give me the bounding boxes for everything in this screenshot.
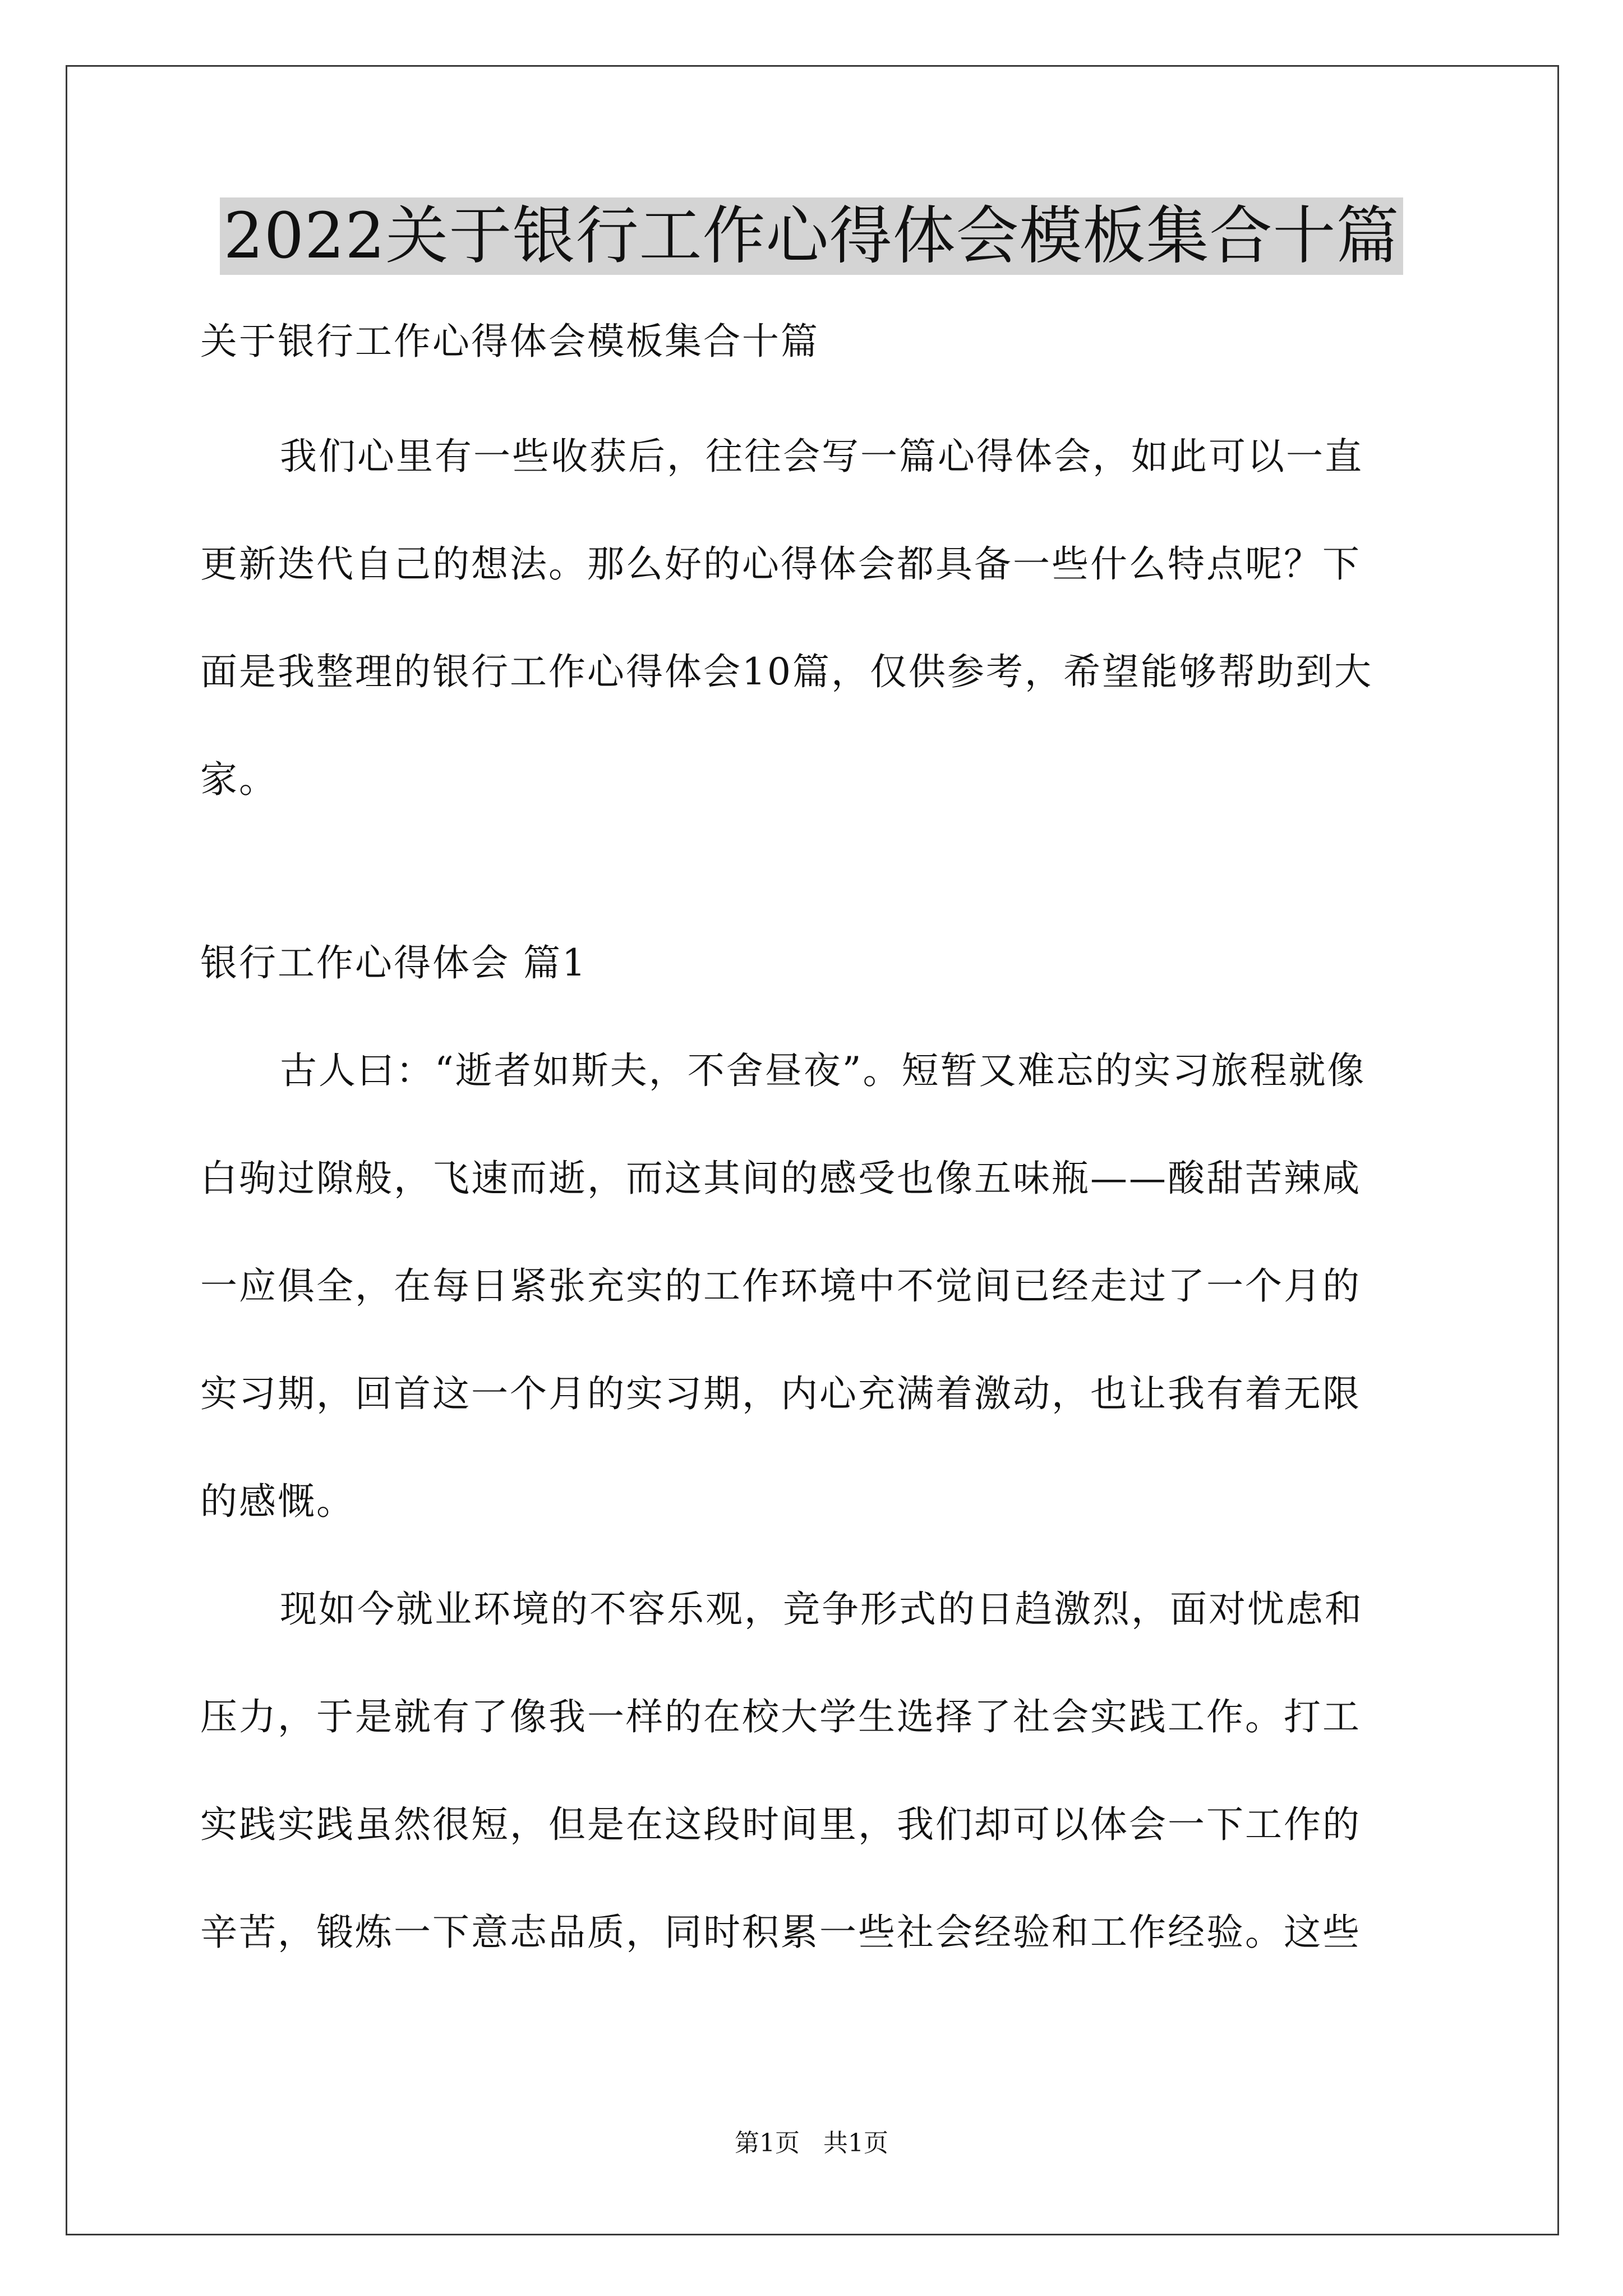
document-body [200, 303, 1428, 2016]
text-line: 压力，于是就有了像我一样的在校大学生选择了社会实践工作。打工 [200, 1695, 1361, 1738]
paragraph-1 [200, 1046, 1428, 1526]
text-line: 的感慨。 [200, 1480, 355, 1523]
text-line: 家。 [200, 758, 278, 801]
text-line: 白驹过隙般，飞速而逝，而这其间的感受也像五味瓶——酸甜苦辣咸 [200, 1157, 1361, 1200]
text-line: 实践实践虽然很短，但是在这段时间里，我们却可以体会一下工作的 [200, 1803, 1361, 1846]
text-line: 实习期，回首这一个月的实习期，内心充满着激动，也让我有着无限 [200, 1372, 1361, 1415]
text-line: 更新迭代自己的想法。那么好的心得体会都具备一些什么特点呢？下 [200, 542, 1361, 586]
text-line: 辛苦，锻炼一下意志品质，同时积累一些社会经验和工作经验。这些 [200, 1911, 1361, 1954]
paragraph-2 [200, 1585, 1428, 1957]
text-line: 一应俱全，在每日紧张充实的工作环境中不觉间已经走过了一个月的 [200, 1264, 1361, 1308]
document-title: 2022关于银行工作心得体会模板集合十篇 [220, 197, 1403, 275]
title-container [0, 197, 1623, 275]
text-line: 我们心里有一些收获后，往往会写一篇心得体会，如此可以一直 [280, 435, 1363, 478]
text-line: 面是我整理的银行工作心得体会10篇，仅供参考，希望能够帮助到大 [200, 650, 1373, 693]
text-line: 现如今就业环境的不容乐观，竞争形式的日趋激烈，面对忧虑和 [280, 1588, 1363, 1631]
intro-paragraph [200, 432, 1428, 804]
document-subtitle: 关于银行工作心得体会模板集合十篇 [200, 320, 819, 363]
text-line: 古人曰：“逝者如斯夫，不舍昼夜”。短暂又难忘的实习旅程就像 [280, 1049, 1366, 1092]
page-footer: 第1页 共1页 [735, 2129, 888, 2157]
section-heading: 银行工作心得体会 篇1 [200, 941, 587, 984]
